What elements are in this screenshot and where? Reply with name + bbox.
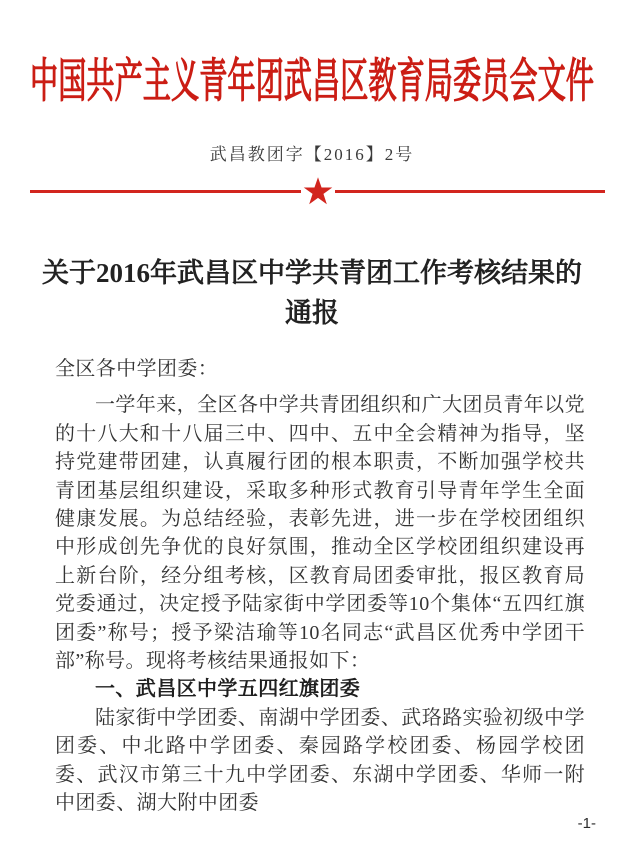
page-number: -1- xyxy=(577,815,596,832)
letterhead xyxy=(0,46,624,108)
document-page xyxy=(0,46,624,843)
salutation: 全区各中学团委： xyxy=(55,358,219,380)
red-rule-line-right xyxy=(335,190,606,193)
section1-heading: 一、武昌区中学五四红旗团委 xyxy=(95,678,361,701)
document-body xyxy=(55,355,585,818)
section1-body: 陆家街中学团委、南湖中学团委、武珞路实验初级中学团委、中北路中学团委、秦园路学校团委、杨园学校团委、武汉市第三十九中学团委、东湖中学团委、华师一附中团委、湖大附中团委 xyxy=(55,706,585,815)
intro-paragraph: 一学年来，全区各中学共青团组织和广大团员青年以党的十八大和十八届三中、四中、五中全会精神为指导，坚持党建带团建，认真履行团的根本职责，不断加强学校共青团基层组织建设，采取多种形式教育引导青年学生全面健康发展。为总结经验，表彰先进，进一步在学校团组织中形成创先争优的良好氛围，推动全区学校团组织建设再上新台阶，经分组考核，区教育局团委审批，报区教育局党委通过，决定授予陆家街中学团委等10个集体“五四红旗团委”称号；授予梁洁瑜等10名同志“武昌区优秀中学团干部”称号。现将考核结果通报如下： xyxy=(55,394,585,673)
document-title: 关于2016年武昌区中学共青团工作考核结果的通报 xyxy=(42,258,582,328)
document-number: 武昌教团字【2016】2号 xyxy=(209,145,415,164)
red-star-icon xyxy=(303,176,333,206)
letterhead-title: 中国共产主义青年团武昌区教育局委员会文件 xyxy=(30,55,594,108)
red-rule-line-left xyxy=(30,190,301,193)
red-rule xyxy=(30,176,605,206)
